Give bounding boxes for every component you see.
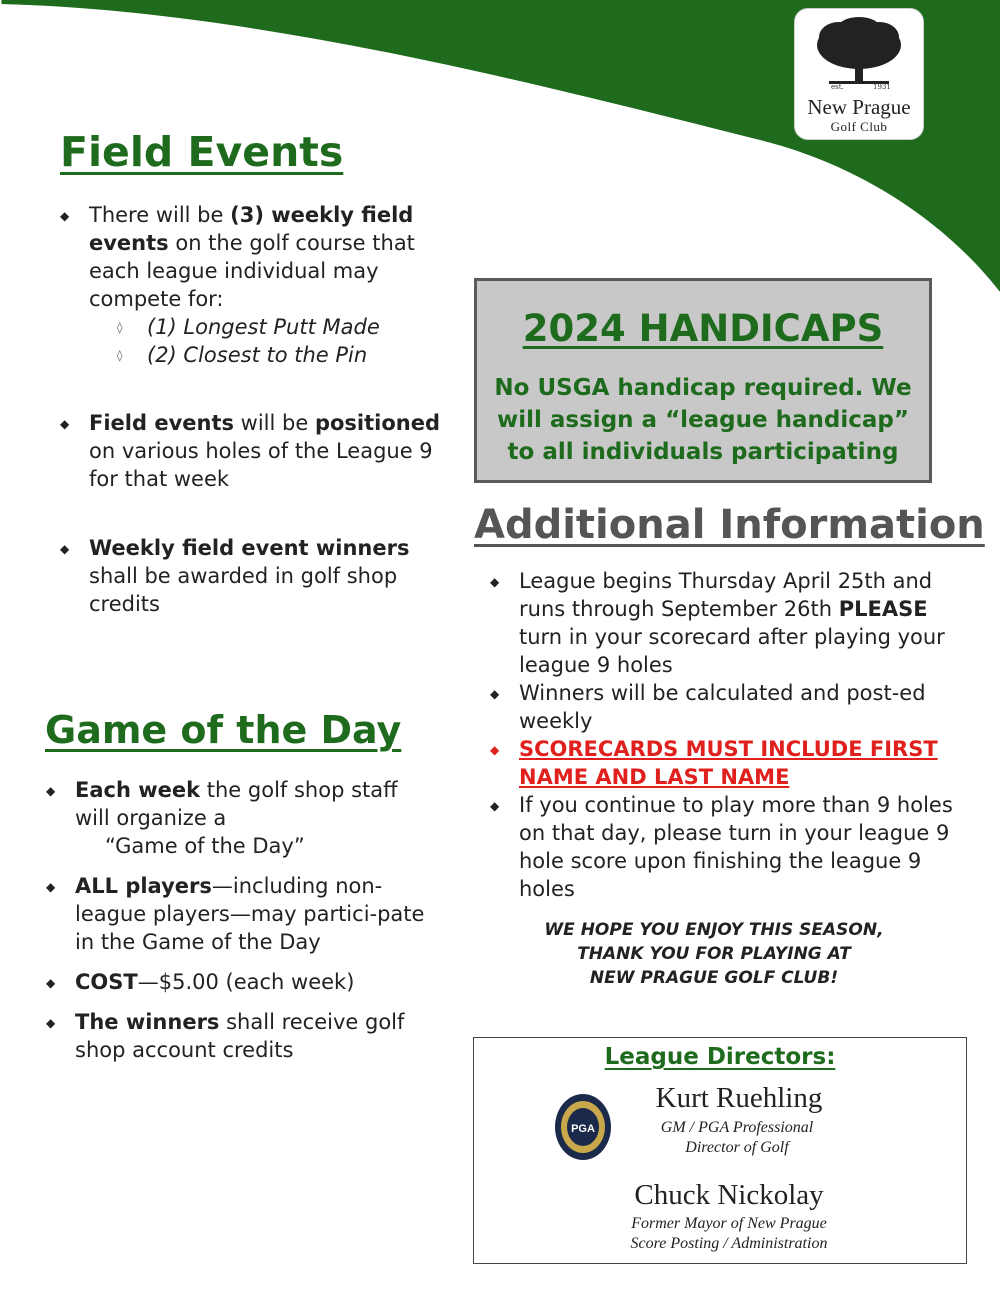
text: shall be awarded in golf shop credits xyxy=(89,564,398,616)
closing-line: THANK YOU FOR PLAYING AT xyxy=(577,944,851,964)
bold-text: Each week xyxy=(75,778,201,802)
director-title-line: Former Mayor of New Prague xyxy=(631,1215,827,1232)
diamond-icon: ◆ xyxy=(490,575,500,589)
bold-text: The winners xyxy=(75,1010,220,1034)
diamond-icon: ◆ xyxy=(46,784,56,798)
logo-est: est. xyxy=(831,83,844,91)
diamond-icon: ◆ xyxy=(60,542,70,556)
director-title-line: Director of Golf xyxy=(685,1139,789,1156)
text: League begins Thursday April 25th and runs through September 26th xyxy=(519,569,933,621)
list-item xyxy=(490,679,960,735)
bold-text: Weekly field event winners xyxy=(89,536,410,560)
logo-name-line2: Golf Club xyxy=(830,119,888,134)
diamond-icon: ◆ xyxy=(490,687,500,701)
director-title-line: Score Posting / Administration xyxy=(630,1235,828,1252)
list-item xyxy=(490,791,960,903)
bold-text: positioned xyxy=(314,411,441,435)
bold-text: Field events xyxy=(89,411,234,435)
list-item xyxy=(46,968,426,996)
text: the golf shop staff will organize a xyxy=(75,778,398,830)
text: shall receive golf shop account credits xyxy=(75,1010,405,1062)
text: (1) Longest Putt Made xyxy=(147,315,380,339)
diamond-icon: ◆ xyxy=(46,976,56,990)
club-logo xyxy=(794,8,924,140)
text: on the golf course that each league individual may compete for: xyxy=(89,231,415,311)
game-of-day-title: Game of the Day xyxy=(45,708,402,752)
field-events-title: Field Events xyxy=(60,128,344,176)
director-1-name: Kurt Ruehling xyxy=(655,1082,823,1114)
additional-info-title: Additional Information xyxy=(474,502,985,548)
director-2-titles xyxy=(564,1214,894,1254)
text: —$5.00 (each week) xyxy=(137,970,355,994)
closing-line: WE HOPE YOU ENJOY THIS SEASON, xyxy=(544,920,884,940)
league-directors-box xyxy=(473,1037,967,1264)
list-item xyxy=(60,534,430,618)
list-item xyxy=(60,409,440,493)
logo-name-line1: New Prague xyxy=(807,95,911,119)
text: Winners will be calculated and post-ed weekly xyxy=(519,681,926,733)
diamond-icon: ◆ xyxy=(60,209,70,223)
text: There will be xyxy=(89,203,231,227)
diamond-icon: ◆ xyxy=(46,880,56,894)
alert-text: SCORECARDS MUST INCLUDE FIRST NAME AND LAST NAME xyxy=(519,737,938,789)
outline-diamond-icon: ◊ xyxy=(117,349,123,362)
text: “Game of the Day” xyxy=(105,834,305,858)
text: on various holes of the League 9 for that week xyxy=(89,439,433,491)
list-item xyxy=(46,1008,426,1064)
field-events-list-1 xyxy=(60,201,430,369)
list-item xyxy=(46,872,426,956)
list-item xyxy=(490,735,960,791)
bold-text: PLEASE xyxy=(838,597,928,621)
bold-text: ALL players xyxy=(75,874,212,898)
text: —including non-league players—may partici-pate in the Game of the Day xyxy=(75,874,425,954)
bold-text: COST xyxy=(75,970,138,994)
diamond-icon: ◆ xyxy=(60,417,70,431)
field-events-list-3 xyxy=(60,534,430,618)
logo-year: 1931 xyxy=(873,83,891,91)
closing-line: NEW PRAGUE GOLF CLUB! xyxy=(589,968,839,988)
sub-list-item xyxy=(117,313,430,341)
pga-badge-text: PGA xyxy=(571,1123,595,1135)
outline-diamond-icon: ◊ xyxy=(117,321,123,334)
handicaps-title: 2024 HANDICAPS xyxy=(522,307,884,350)
list-item xyxy=(490,567,960,679)
text: will be xyxy=(234,411,315,435)
closing-message xyxy=(474,918,954,990)
text: turn in your scorecard after playing your league 9 holes xyxy=(519,625,945,677)
field-events-list-2 xyxy=(60,409,440,493)
director-2-name: Chuck Nickolay xyxy=(634,1179,824,1211)
tree-icon xyxy=(809,15,909,95)
text: If you continue to play more than 9 holes on that day, please turn in your league 9 hole score upon finishing the league 9 holes xyxy=(519,793,953,901)
handicaps-box xyxy=(474,278,932,483)
bold-text: (3) weekly field events xyxy=(89,203,414,255)
sub-list-item xyxy=(117,341,430,369)
list-item xyxy=(46,776,426,860)
director-1-titles xyxy=(572,1118,902,1158)
list-item xyxy=(60,201,430,369)
diamond-icon: ◆ xyxy=(490,743,500,757)
handicaps-text: No USGA handicap required. We will assign a “league handicap” to all individuals participating xyxy=(494,375,912,465)
text: (2) Closest to the Pin xyxy=(147,343,368,367)
additional-info-list xyxy=(490,567,960,903)
director-title-line: GM / PGA Professional xyxy=(660,1119,814,1136)
diamond-icon: ◆ xyxy=(490,799,500,813)
league-directors-title: League Directors: xyxy=(604,1044,836,1070)
diamond-icon: ◆ xyxy=(46,1016,56,1030)
game-of-day-list xyxy=(46,776,426,1076)
sub-list xyxy=(89,313,430,369)
